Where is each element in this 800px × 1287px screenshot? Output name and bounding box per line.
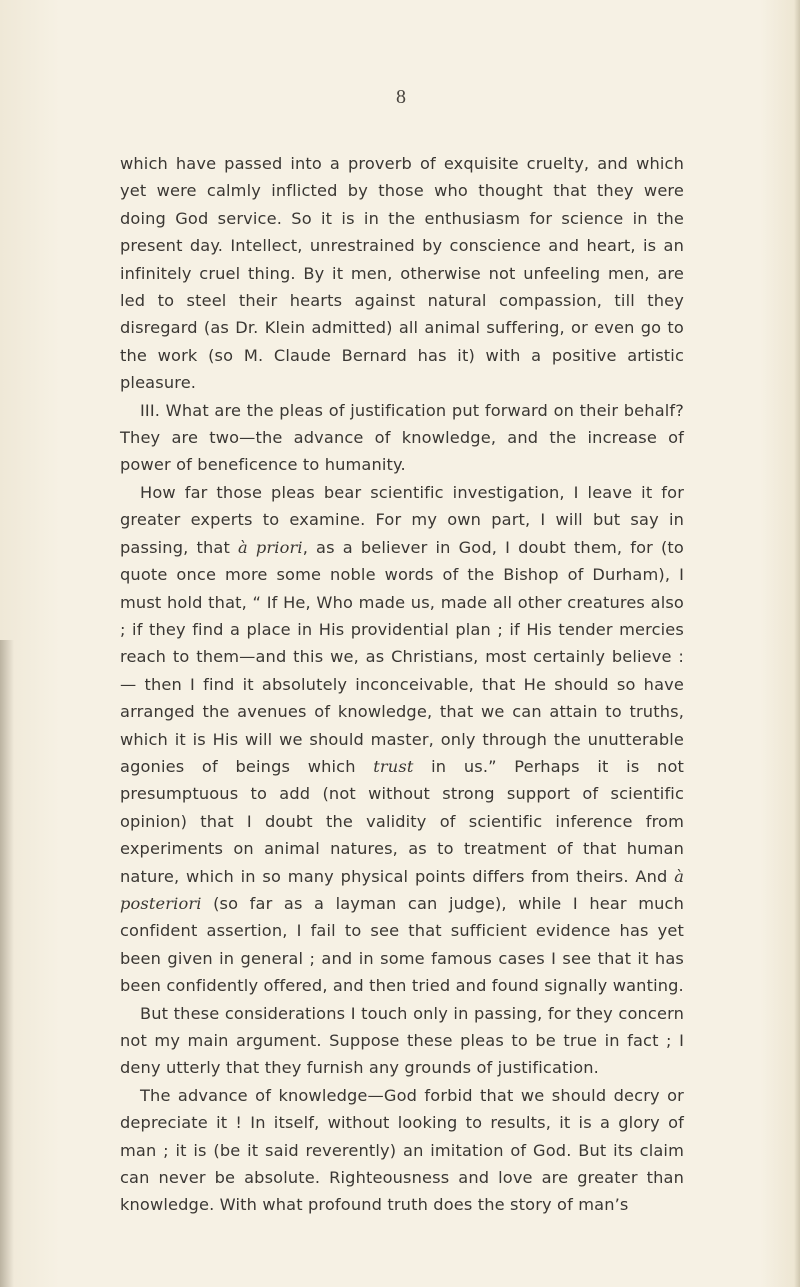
paragraph bbox=[120, 479, 684, 1000]
text-run: How far those pleas bear scientific investigation, I leave it for greater experts to examine. For my own part, I will but say in passing, that bbox=[120, 482, 684, 557]
paragraph bbox=[120, 397, 684, 479]
italic-phrase: à posteriori bbox=[120, 866, 684, 913]
paragraph bbox=[120, 1000, 684, 1082]
text-run: which have passed into a proverb of exquisite cruelty, and which yet were calmly inflicted by those who thought that they were doing God service. So it is in the enthusiasm for science in the present day. Intellect, unrestrained by conscience and heart, is an infinitely cruel thing. By it men, otherwise not unfeeling men, are led to steel their hearts against natural compassion, till they disregard (as Dr. Klein admitted) all animal suffering, or even go to the work (so M. Claude Bernard has it) with a positive artistic pleasure. bbox=[120, 154, 684, 393]
text-run: The advance of knowledge—God forbid that we should decry or depreciate it ! In itself, without looking to results, it is a glory of man ; it is (be it said reverently) an imitation of God. But its claim can never be absolute. Righteousness and love are greater than knowledge. With what profound truth does the story of man’s bbox=[120, 1085, 684, 1215]
body-text bbox=[120, 150, 684, 1219]
text-run: , as a believer in God, I doubt them, for (to quote once more some noble words of the Bishop of Durham), I must hold that, “ If He, Who made us, made all other creatures also ; if they find a place in His providential plan ; if His tender mercies reach to them—and this we, as Christians, most certainly believe :— then I find it absolutely inconceivable, that He should so have arranged the avenues of knowledge, that we can attain to truths, which it is His will we should master, only through the unutterable agonies of beings which bbox=[120, 537, 684, 776]
text-run: III. What are the pleas of justification put forward on their behalf? They are two—the advance of knowledge, and the increase of power of beneficence to humanity. bbox=[120, 400, 684, 475]
italic-phrase: trust bbox=[373, 756, 414, 776]
paragraph bbox=[120, 1082, 684, 1219]
text-run: in us.” Perhaps it is not presumptuous to add (not without strong support of scientific opinion) that I doubt the validity of scientific inference from experiments on animal natures, as to treatment of that human nature, which in so many physical points differs from theirs. And bbox=[120, 756, 684, 886]
paragraph bbox=[120, 150, 684, 397]
text-run: (so far as a layman can judge), while I hear much confident assertion, I fail to see that sufficient evidence has yet been given in general ; and in some famous cases I see that it has been confidently offered, and then tried and found signally wanting. bbox=[120, 893, 684, 996]
page-shadow-right bbox=[794, 0, 800, 1287]
page-shadow-left bbox=[0, 640, 14, 1287]
page-number: 8 bbox=[396, 86, 406, 108]
italic-phrase: à priori bbox=[238, 537, 303, 557]
text-run: But these considerations I touch only in passing, for they concern not my main argument. Suppose these pleas to be true in fact ; I deny utterly that they furnish any grounds of justification. bbox=[120, 1003, 684, 1078]
